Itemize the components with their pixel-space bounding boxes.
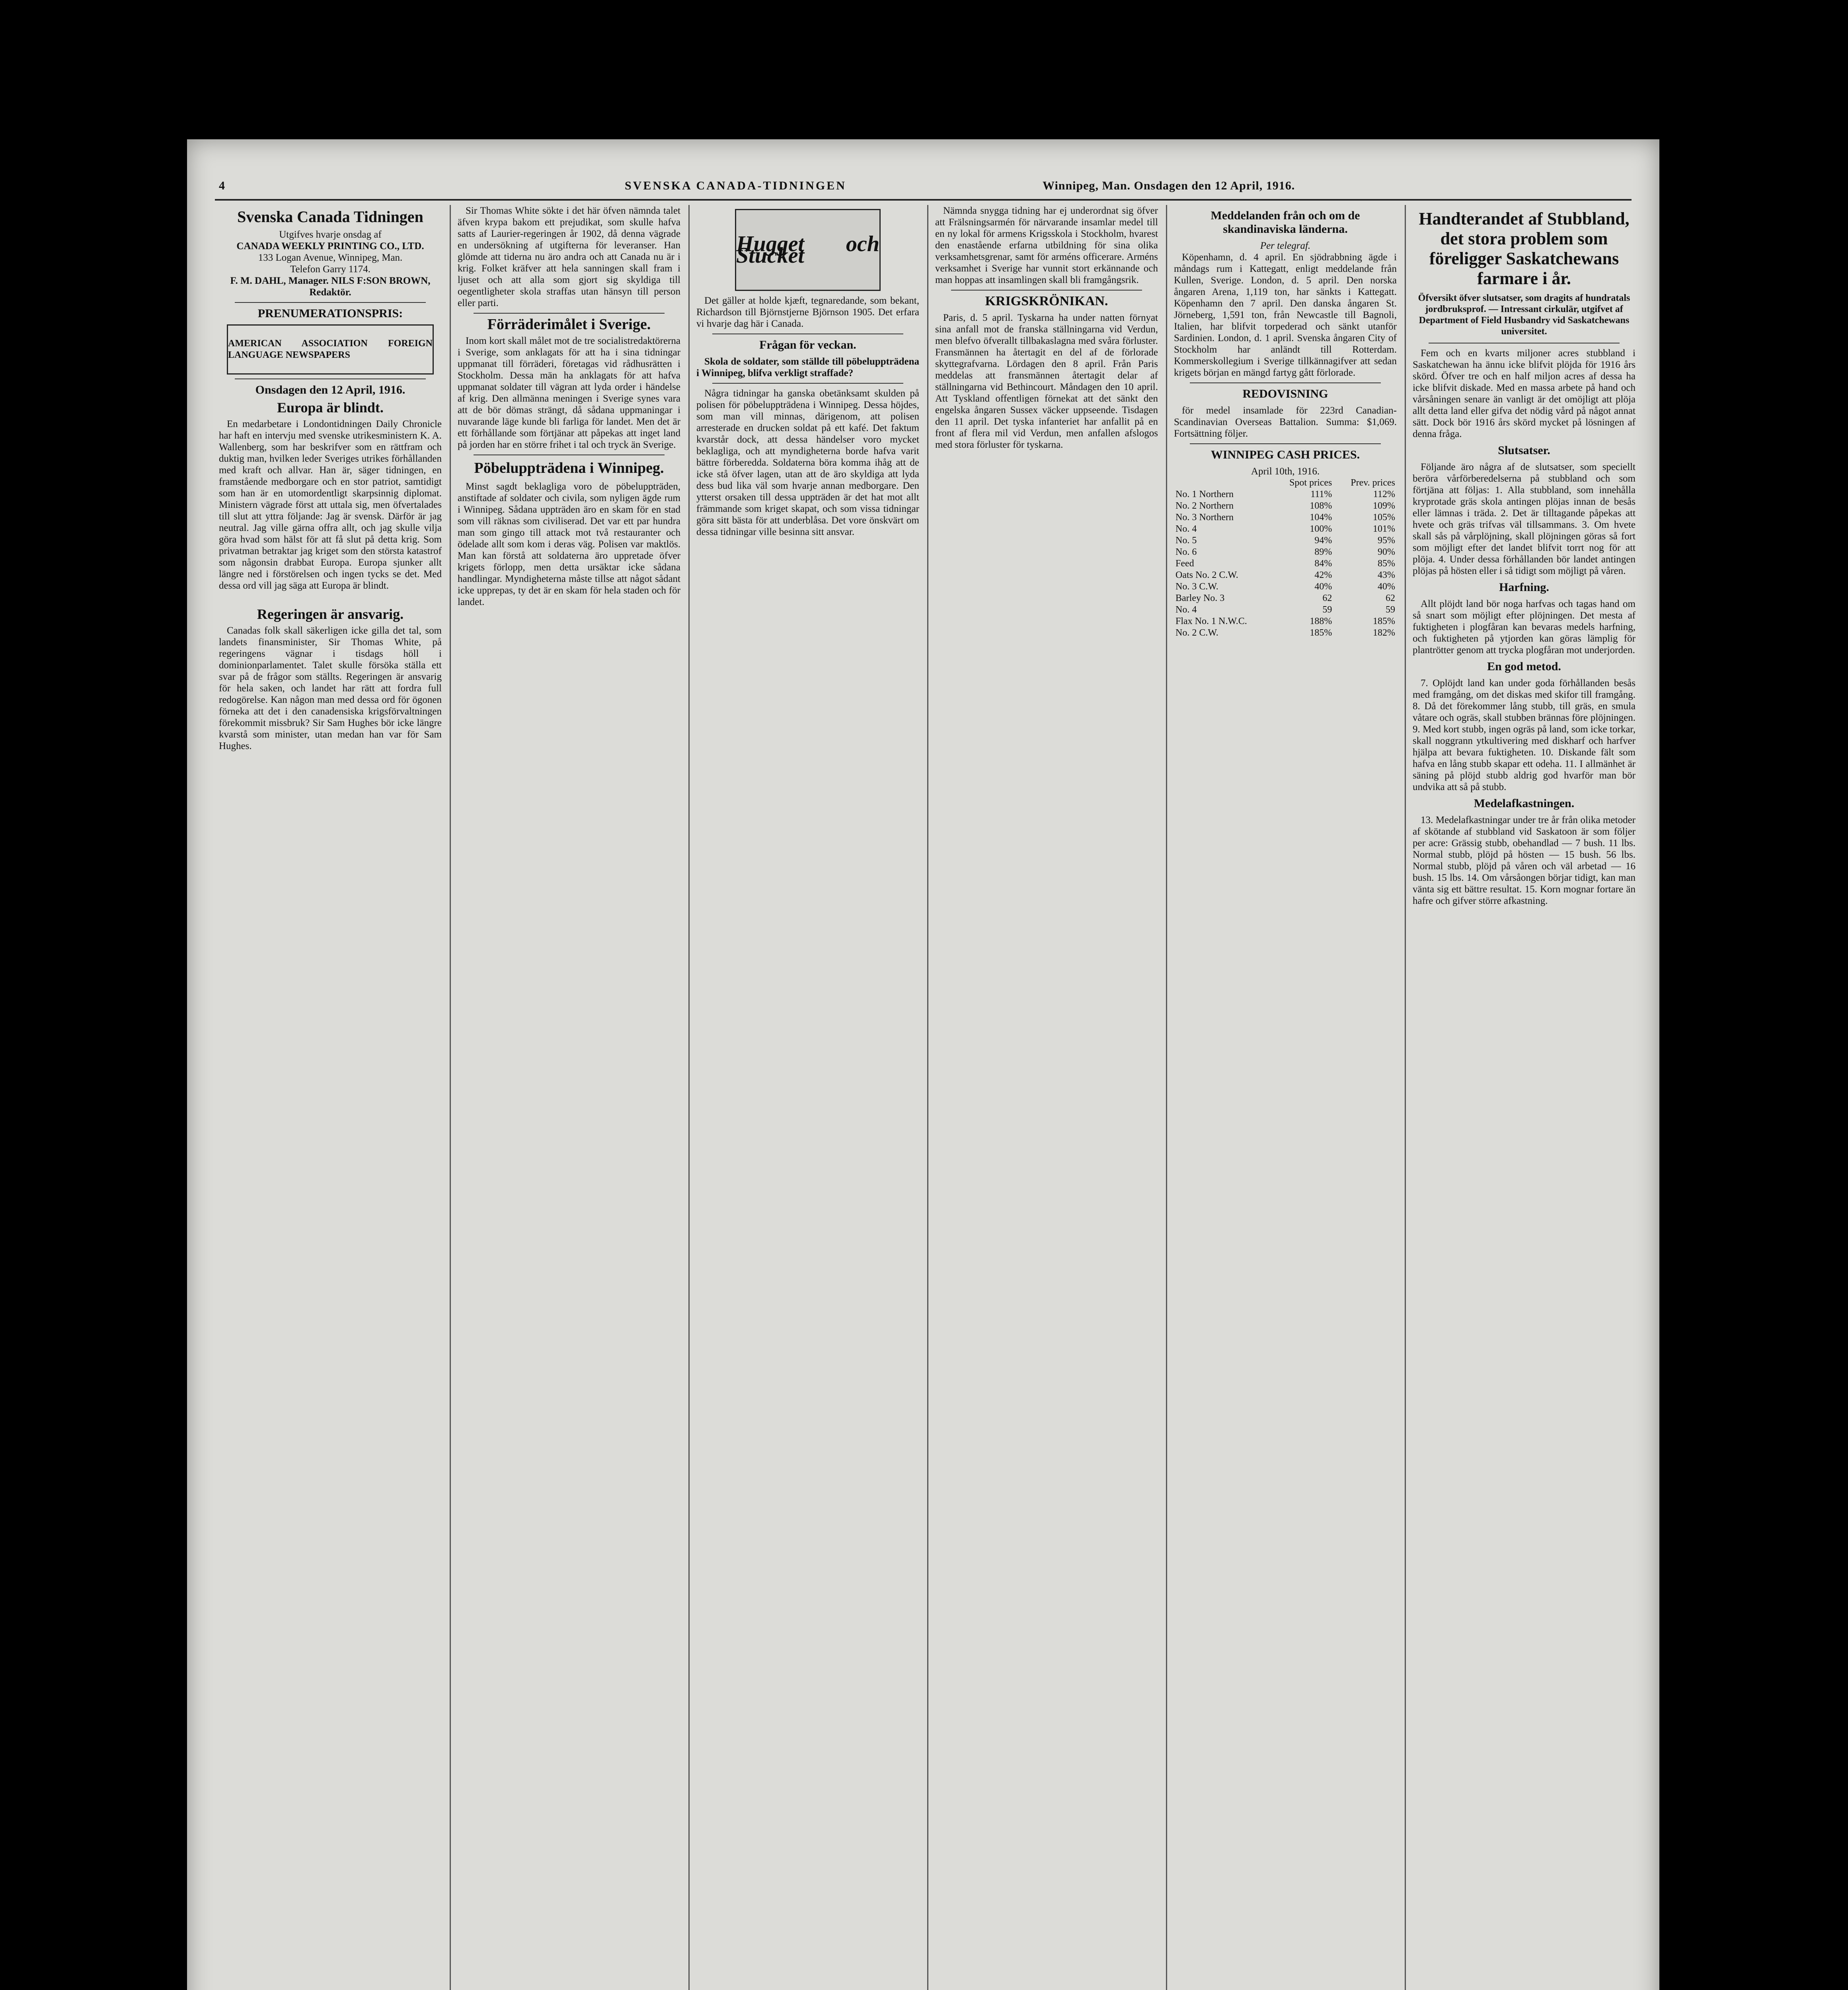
- prices-table: [1174, 477, 1397, 639]
- spot-cell: 188%: [1310, 616, 1332, 626]
- spot-cell: 94%: [1314, 535, 1332, 546]
- prev-cell: 101%: [1373, 524, 1395, 534]
- harfning-heading: Harfning.: [1499, 581, 1549, 594]
- hugget-intro: Det gäller at holde kjæft, tegnaredande, som bekant, Richardson till Björnstjerne Björnson 1905. Det erfara vi hvarje dag här i Canada.: [696, 295, 919, 329]
- paper-title: SVENSKA CANADA-TIDNINGEN: [625, 179, 846, 192]
- spot-cell: 40%: [1314, 581, 1332, 592]
- prev-cell: 90%: [1378, 547, 1395, 557]
- scandinavia-heading: Meddelanden från och om de skandinaviska länderna.: [1211, 209, 1360, 236]
- god-metod-heading: En god metod.: [1487, 660, 1561, 673]
- fragan-heading: Frågan för veckan.: [759, 338, 856, 351]
- regeringen-article: Canadas folk skall säkerligen icke gilla det tal, som landets finansminister, Sir Thomas White, på regeringens vägnar i tisdags höll i dominionparlamentet. Talet skulle försöka ställa ett svar på de frågor som ställts. Regeringen är ansvarig för hela saken, och landet har rätt att fordra full redogörelse. Kan någon man med dessa ord för ögonen förneka att det i den canadensiska krigsförvaltningen förekommit missbruk? Sir Sam Hughes bör icke längre kvarstå som minister, utan medan han var för Sam Hughes.: [219, 625, 442, 751]
- header-rule: [215, 199, 1632, 201]
- running-header: [187, 175, 1659, 195]
- scandinavia-article: Köpenhamn, d. 4 april. En sjödrabbning ägde i måndags rum i Kattegatt, enligt meddelande från Kullen, Sverige. London, d. 5 april. Den norska ångaren Arena, 1,119 ton, har sänkts i Kattegatt. Köpenhamn den 7 april. Den danska ångaren St. Jörneberg, 1,591 ton, från Newcastle till Bagnoli, Italien, har blifvit torpederad och sänkt utanför Sardinien. London, d. 1 april. Svenska ångaren City of Stockholm har anländt till Rotterdam. Kommerskollegium i Sverige tillkännagifver att sedan krigets början en mängd fartyg gått förlorade.: [1174, 252, 1397, 378]
- column-3: [696, 205, 919, 1990]
- white-article: Sir Thomas White sökte i det här öfven nämnda talet äfven krypa bakom ett prejudikat, som skulle hafva satts af Laurier-regeringen år 1902, då denna vägrade en undersökning af utgifterna för leveranser. Han glömde att tiderna nu äro andra och att Canada nu är i krig. Folket kräfver att hela sanningen skall fram i ljuset och att alla som gjort sig skyldiga till oegentligheter skola straffas utan hänsyn till person eller parti.: [458, 205, 680, 308]
- grade-cell: No. 4: [1175, 605, 1197, 615]
- forraderi-heading: Förräderimålet i Sverige.: [487, 316, 651, 333]
- slutsatser-text: Följande äro några af de slutsatser, som speciellt beröra vårförberedelserna på stubbland och som förtjäna att följas: 1. Alla stubbland, som innehålla kryprotade gräs skola antingen plöjas innan de besås eller lämnas i träda. 2. Det är tilltagande påpekas att hvete och gräs trifvas väl tillsammans. 3. Om hvete skall sås på vårplöjning, skall plöjningen göras så fort som möjligt efter det landet blifvit torrt nog för att plöja. 4. Under dessa förhållanden bör landet antingen plöjas på hösten eller i så tidigt som möjligt på våren.: [1413, 462, 1636, 576]
- table-row: [1174, 523, 1397, 535]
- prev-cell: 43%: [1378, 570, 1395, 580]
- spot-cell: 104%: [1310, 512, 1332, 523]
- table-row: [1174, 616, 1397, 627]
- grade-cell: No. 3 Northern: [1175, 512, 1234, 523]
- frälsningsarmen-article: Nämnda snygga tidning har ej underordnat sig öfver att Frälsningsarmén för närvarande insamlar medel till en ny lokal för armens Krigsskola i Stockholm, hvarest den enastående erfarna utbildning för sina olika verksamhetsgrenar, samt för arméns officerare. Arméns verksamhet i Sverige har vunnit stort erkännande och man hoppas att insamlingen skall bli framgångsrik.: [935, 205, 1158, 285]
- dateline: Onsdagen den 12 April, 1916.: [255, 383, 405, 396]
- table-row: [1174, 604, 1397, 616]
- column-rule: [927, 205, 928, 1990]
- grade-cell: No. 1 Northern: [1175, 489, 1234, 499]
- column-1: [219, 205, 442, 1990]
- prev-cell: 112%: [1373, 489, 1395, 499]
- prev-cell: 105%: [1373, 512, 1395, 523]
- issue-date: Winnipeg, Man. Onsdagen den 12 April, 1916.: [1043, 179, 1295, 192]
- table-row: [1174, 489, 1397, 500]
- grade-cell: Oats No. 2 C.W.: [1175, 570, 1238, 580]
- table-row: [1174, 627, 1397, 639]
- regeringen-heading: Regeringen är ansvarig.: [257, 606, 404, 622]
- column-4: [935, 205, 1158, 1990]
- god-metod-text: 7. Oplöjdt land kan under goda förhållanden besås med framgång, om det diskas med skifor till framgång. 8. Då det förekommer lång stubb, till gräs, en smula våtare och ogräs, skall stubben brännas före plöjningen. 9. Med kort stubb, ingen ogräs på land, som icke torkar, skall noggrann ytkultivering med diskharf och harfver hjälpa att bevara fuktigheten. 10. Diskande fält som hafva en lång stubb skapar ett odeha. 11. I allmänhet är säning på plöjd stubb aldrig god hvarför man bör undvika att så på stubb.: [1413, 678, 1636, 792]
- table-header-row: [1174, 477, 1397, 489]
- hugget-och-stucket-logo: Hugget och Stucket: [735, 209, 881, 291]
- grade-cell: No. 4: [1175, 524, 1197, 534]
- prev-cell: 62: [1386, 593, 1395, 603]
- column-rule: [1166, 205, 1167, 1990]
- prev-cell: 185%: [1373, 616, 1395, 626]
- publisher-line-2: CANADA WEEKLY PRINTING CO., LTD.: [236, 241, 424, 252]
- krigskronikan-article: Paris, d. 5 april. Tyskarna ha under natten förnyat sina anfall mot de franska ställningarna vid Verdun, men blefvo öfverallt tillbakaslagna med svåra förluster. Fransmännen ha återtagit en del af de förlorade skyttegrafvarna. Lördagen den 8 april. Från Paris meddelas att fransmännen återtagit delar af ställningarna vid Bethincourt. Måndagen den 10 april. Att Tyskland offentligen förnekat att det sänkt den engelska ångaren Sussex väcker uppseende. Tisdagen den 11 april. Det tyska infanteriet har anfallit på en front af flera mil vid Verdun, men anfallen afslogos med stora förluster för tyskarna.: [935, 312, 1158, 450]
- europe-article: En medarbetare i Londontidningen Daily Chronicle har haft en intervju med svenske utrikesministern K. A. Wallenberg, som har beskrifver som en rättfram och duktig man, hvilken leder Sveriges utrikes förhållanden med kraft och allvar. Han är, säger tidningen, en framstående medborgare och en stor patriot, samtidigt som han är en utomordentligt skarpsinnig diplomat. Ministern vägrade först att uttala sig, men öfvertalades till slut att yttra följande: Jag är svensk. Därför är jag neutral. Jag ville gärna offra allt, och jag skulle vilja göra hvad som hälst för att få slut på detta krig. Som privatman betraktar jag kriget som den största katastrof som någonsin drabbat Europa. Europa sjunker allt längre ned i förstörelsen och ingen tycks se det. Med dessa ord vill jag säga att Europa är blindt.: [219, 419, 442, 591]
- prev-cell: 182%: [1373, 628, 1395, 638]
- grade-cell: Feed: [1175, 558, 1194, 569]
- redovisning-text: för medel insamlade för 223rd Canadian-Scandinavian Overseas Battalion. Summa: $1,069. Fortsättning följer.: [1174, 405, 1397, 439]
- column-rule: [1405, 205, 1406, 1990]
- table-row: [1174, 535, 1397, 546]
- pobel-article: Minst sagdt beklagliga voro de pöbeluppträden, anstiftade af soldater och civila, som nyligen ägde rum i Winnipeg. Sådana uppträden äro en skam för en stad som vill räknas som civiliserad. Det var ett par hundra man som gingo till attack mot två restauranter och ödelade allt som kom i deras väg. Polisen var maktlös. Man kan förstå att soldaterna äro uppretade öfver krigets förlopp, men detta ursäktar icke sådana handlingar. Myndigheterna måste tillse att något sådant icke upprepas, ty det är en skam för hela staden och för landet.: [458, 481, 680, 607]
- table-row: [1174, 570, 1397, 581]
- subscription-heading: PRENUMERATIONSPRIS:: [257, 307, 403, 320]
- spot-cell: 89%: [1314, 547, 1332, 557]
- table-row: [1174, 581, 1397, 593]
- table-row: [1174, 593, 1397, 604]
- table-row: [1174, 500, 1397, 512]
- divider: [474, 313, 665, 314]
- hugget-article: Några tidningar ha ganska obetänksamt skulden på polisen för pöbeluppträdena i Winnipeg. Dessa höjdes, som man vill minnas, därigenom, att polisen arresterade en drucken soldat på ett kafé. Det faktum kvarstår dock, att dessa händelser voro mycket beklagliga, och att myndigheterna borde hafva varit bättre förberedda. Soldaterna böra komma ihåg att de icke stå öfver lagen, utan att de äro skyldiga att lyda dess bud lika väl som hvarje annan medborgare. Den ytterst orsaken till dessa uppträden är det hat mot allt främmande som kriget skapat, och som vissa tidningar göra sitt bästa för att underblåsa. Det vore önskvärt om dessa tidningar ville besinna sitt ansvar.: [696, 388, 919, 537]
- spot-cell: 84%: [1314, 558, 1332, 569]
- divider: [1190, 443, 1381, 444]
- publisher-line-1: Utgifves hvarje onsdag af: [279, 229, 382, 240]
- grade-cell: No. 3 C.W.: [1175, 581, 1218, 592]
- table-header-cell: Spot prices: [1289, 478, 1332, 488]
- forraderi-article: Inom kort skall målet mot de tre socialistredaktörerna i Sverige, som anklagats för att ha i sina tidningar uppmanat till förräderi, företagas vid rådhusrätten i Stockholm. Dessa män ha anklagats för att hafva uppmanat soldater till vägran att lyda order i händelse af krig. Den allmänna meningen i Sverige synes vara att de bör dömas strängt, då sådana uppmaningar i nuvarande läge kunde bli farliga för landet. Men det är ett förhållande som förtjänar att påpekas att inget land på jorden har en större frihet i tal och tryck än Sverige.: [458, 336, 680, 450]
- prev-cell: 85%: [1378, 558, 1395, 569]
- divider: [712, 383, 903, 384]
- spot-cell: 42%: [1314, 570, 1332, 580]
- column-rule: [688, 205, 690, 1990]
- krigskronikan-heading: KRIGSKRÖNIKAN.: [985, 294, 1108, 308]
- redovisning-heading: REDOVISNING: [1242, 387, 1328, 400]
- spot-cell: 62: [1322, 593, 1332, 603]
- grade-cell: No. 2 C.W.: [1175, 628, 1218, 638]
- masthead: Svenska Canada Tidningen: [237, 208, 423, 226]
- telegraf-label: Per telegraf.: [1260, 240, 1311, 251]
- medelafkastning-text: 13. Medelafkastningar under tre år från olika metoder af skötande af stubbland vid Saskatoon är som följer per acre: Grässig stubb, obehandlad — 7 bush. 11 lbs. Normal stubb, plöjd på hösten — 15 bush. 56 lbs. Normal stubb, plöjd på våren och väl arbetad — 16 bush. 15 lbs. 14. Om vårsåongen börjar tidigt, kan man vänta sig ett bättre resultat. 15. Korn mognar fortare än hafre och gifver större afkastning.: [1413, 815, 1636, 906]
- grade-cell: Flax No. 1 N.W.C.: [1175, 616, 1247, 626]
- column-2: [458, 205, 680, 1990]
- divider: [235, 378, 426, 379]
- spot-cell: 100%: [1310, 524, 1332, 534]
- stubbland-subheading: Öfversikt öfver slutsatser, som dragits af hundratals jordbruksprof. — Intressant cirkulär, utgifvet af Department of Field Husbandry vid Saskatchewans universitet.: [1418, 293, 1630, 337]
- grade-cell: No. 2 Northern: [1175, 501, 1234, 511]
- grade-cell: No. 6: [1175, 547, 1197, 557]
- table-header-cell: [1174, 477, 1273, 489]
- column-6: [1413, 205, 1636, 1990]
- association-emblem: AMERICAN ASSOCIATION FOREIGN LANGUAGE NEWSPAPERS: [227, 324, 434, 375]
- divider: [1190, 382, 1381, 383]
- table-row: [1174, 558, 1397, 570]
- grade-cell: No. 5: [1175, 535, 1197, 546]
- prices-date: April 10th, 1916.: [1251, 466, 1320, 477]
- newspaper-page: [187, 139, 1659, 1990]
- table-header-cell: Prev. prices: [1351, 478, 1395, 488]
- page-number: 4: [219, 179, 226, 192]
- spot-cell: 111%: [1310, 489, 1332, 499]
- publisher-line-4: Telefon Garry 1174.: [290, 264, 371, 275]
- spot-cell: 108%: [1310, 501, 1332, 511]
- staff-line: F. M. DAHL, Manager. NILS F:SON BROWN, Redaktör.: [230, 275, 431, 298]
- stubbland-heading: Handterandet af Stubbland, det stora problem som föreligger Saskatchewans farmare i år.: [1419, 209, 1630, 288]
- prices-heading: WINNIPEG CASH PRICES.: [1211, 448, 1360, 461]
- prev-cell: 40%: [1378, 581, 1395, 592]
- prev-cell: 109%: [1373, 501, 1395, 511]
- table-row: [1174, 512, 1397, 523]
- medelafkastning-heading: Medelafkastningen.: [1474, 797, 1575, 810]
- grade-cell: Barley No. 3: [1175, 593, 1225, 603]
- harfning-text: Allt plöjdt land bör noga harfvas och tagas hand om så snart som möjligt efter plöjningen. Det mesta af fuktigheten i plogfåran kan bevaras medels harfning, och fuktigheten på ytjorden kan göras lämplig för plantrötter genom att trycka plogfåran mot underjorden.: [1413, 599, 1636, 656]
- pobel-heading: Pöbeluppträdena i Winnipeg.: [474, 460, 664, 476]
- column-rule: [450, 205, 451, 1990]
- publisher-line-3: 133 Logan Avenue, Winnipeg, Man.: [258, 252, 403, 263]
- prev-cell: 59: [1386, 605, 1395, 615]
- europe-heading: Europa är blindt.: [277, 400, 384, 416]
- spot-cell: 185%: [1310, 628, 1332, 638]
- stubbland-intro: Fem och en kvarts miljoner acres stubbland i Saskatchewan ha ännu icke blifvit plöjda för 1916 års skörd. Öfver tre och en half miljon acres af dessa ha icke blifvit diskade. Med en massa arbete på hand och vårsåningen senare än vanligt är det omöjligt att plöja allt detta land eller gifva det nödig vård på något annat sätt. Dock bör 1916 års skörd mycket på lösningen af denna fråga.: [1413, 348, 1636, 439]
- fragan-text: Skola de soldater, som ställde till pöbeluppträdena i Winnipeg, blifva verkligt straffade?: [696, 356, 919, 378]
- spot-cell: 59: [1322, 605, 1332, 615]
- slutsatser-heading: Slutsatser.: [1498, 444, 1550, 457]
- divider: [951, 290, 1142, 291]
- prev-cell: 95%: [1378, 535, 1395, 546]
- divider: [235, 302, 426, 303]
- table-row: [1174, 546, 1397, 558]
- column-5: [1174, 205, 1397, 1990]
